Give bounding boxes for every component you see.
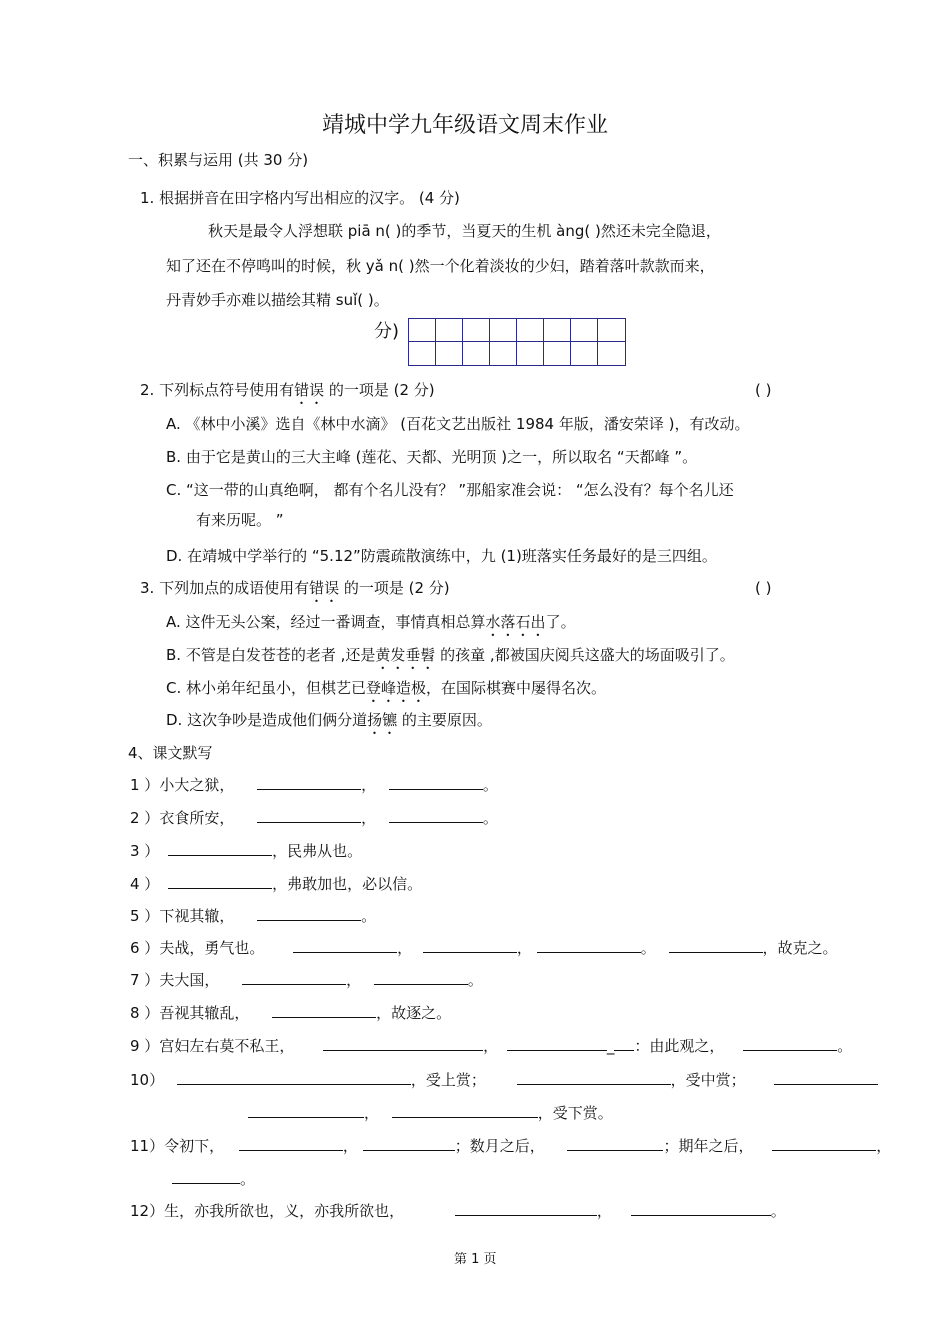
prompt-text: 夫战，勇气也。	[159, 939, 265, 957]
recitation-line	[130, 775, 498, 795]
item-number: 3 ）	[130, 842, 160, 860]
question-1-line-2: 知了还在不停鸣叫的时候，秋 yǎ n( )然一个化着淡妆的少妇，踏着落叶款款而来，	[166, 257, 715, 275]
blank[interactable]	[323, 1036, 483, 1051]
blank[interactable]	[363, 1136, 455, 1151]
blank[interactable]	[631, 1201, 771, 1216]
recitation-line	[130, 841, 362, 861]
blank[interactable]	[455, 1201, 597, 1216]
option-text: 的孩童 ,都被国庆阅兵这盛大的场面吸引了。	[435, 646, 735, 664]
punct: _	[606, 1037, 615, 1055]
blank[interactable]	[567, 1136, 663, 1151]
recitation-line	[130, 874, 422, 894]
punct: ，	[361, 809, 377, 827]
blank[interactable]	[392, 1103, 538, 1118]
page-footer: 第 1 页	[454, 1252, 497, 1267]
item-number: 2 ）	[130, 809, 160, 827]
item-number: 11）	[130, 1137, 165, 1155]
prompt-text: ，民弗从也。	[272, 842, 363, 860]
option-d: D. 在靖城中学举行的 “5.12”防震疏散演练中，九 (1)班落实任务最好的是三四组。	[166, 547, 717, 565]
blank[interactable]	[743, 1036, 837, 1051]
option-b	[166, 645, 735, 673]
punct: ，	[346, 971, 362, 989]
recitation-line	[248, 1103, 613, 1123]
option-text: ，在国际棋赛中屡得名次。	[426, 679, 607, 697]
section-heading: 一、积累与运用 (共 30 分)	[128, 151, 309, 169]
recitation-line	[130, 1070, 878, 1090]
question-1-line-3: 丹青妙手亦难以描绘其精 suǐ( )。	[166, 291, 389, 309]
blank[interactable]	[614, 1036, 634, 1051]
punct: 。	[482, 776, 498, 794]
punct: 。	[361, 907, 377, 925]
prompt-text: ，受中赏；	[670, 1071, 746, 1089]
blank[interactable]	[293, 938, 397, 953]
blank[interactable]	[389, 808, 483, 823]
question-4-heading: 4、课文默写	[128, 744, 213, 762]
recitation-line	[130, 938, 838, 958]
prompt-text: ，故逐之。	[376, 1004, 452, 1022]
blank[interactable]	[537, 938, 641, 953]
question-2-stem	[140, 380, 435, 408]
prompt-text: ：由此观之，	[634, 1037, 725, 1055]
blank[interactable]	[248, 1103, 364, 1118]
blank[interactable]	[257, 906, 361, 921]
idiom: 水落石出	[485, 613, 546, 631]
recitation-line	[130, 1136, 891, 1156]
blank[interactable]	[239, 1136, 343, 1151]
punct: 。	[837, 1037, 853, 1055]
punct: ，	[397, 939, 413, 957]
idiom: 登峰造极	[366, 679, 427, 697]
punct: ，	[483, 1037, 499, 1055]
punct: 。	[640, 939, 656, 957]
question-1-stem: 1. 根据拼音在田字格内写出相应的汉字。 (4 分)	[140, 189, 460, 207]
recitation-line	[172, 1169, 255, 1189]
blank[interactable]	[177, 1070, 411, 1085]
prompt-text: 小大之狱，	[159, 776, 235, 794]
blank[interactable]	[374, 970, 468, 985]
option-text: C. 林小弟年纪虽小，但棋艺已	[166, 679, 367, 697]
punct: ，	[361, 776, 377, 794]
blank[interactable]	[423, 938, 517, 953]
punct: 。	[482, 809, 498, 827]
option-b: B. 由于它是黄山的三大主峰 (莲花、天都、光明顶 )之一，所以取名 “天都峰 ”。	[166, 448, 698, 466]
idiom: 黄发垂髫	[375, 646, 436, 664]
grid-label: 分)	[374, 321, 400, 342]
prompt-text: 下视其辙，	[159, 907, 235, 925]
item-number: 6 ）	[130, 939, 160, 957]
blank[interactable]	[168, 841, 272, 856]
prompt-text: 吾视其辙乱，	[159, 1004, 250, 1022]
option-c-continued: 有来历呢。 ”	[196, 511, 284, 529]
option-c: C. “这一带的山真绝啊， 都有个名儿没有？ ”那船家准会说： “怎么没有？每个名儿还	[166, 481, 734, 499]
punct: ，	[876, 1137, 892, 1155]
question-1-line-1: 秋天是最令人浮想联 piā n( )的季节，当夏天的生机 àng( )然还未完全隐退，	[208, 222, 721, 240]
option-a	[166, 612, 576, 640]
emphasis-text: 错误	[294, 381, 325, 399]
blank[interactable]	[257, 775, 361, 790]
item-number: 7 ）	[130, 971, 160, 989]
page-title: 靖城中学九年级语文周末作业	[322, 113, 609, 138]
prompt-text: ；数月之后，	[454, 1137, 545, 1155]
recitation-line	[130, 1036, 852, 1056]
prompt-text: 夫大国，	[159, 971, 220, 989]
blank[interactable]	[772, 1136, 876, 1151]
question-3-stem	[140, 578, 450, 606]
prompt-text: 令初下，	[164, 1137, 225, 1155]
stem-text: 3. 下列加点的成语使用有	[140, 579, 310, 597]
punct: ，	[342, 1137, 358, 1155]
blank[interactable]	[507, 1036, 607, 1051]
item-number: 10）	[130, 1071, 165, 1089]
prompt-text: ，受上赏；	[410, 1071, 486, 1089]
blank[interactable]	[242, 970, 346, 985]
item-number: 4 ）	[130, 875, 160, 893]
punct: 。	[467, 971, 483, 989]
recitation-line	[130, 970, 483, 990]
blank[interactable]	[517, 1070, 671, 1085]
answer-paren[interactable]: ( )	[755, 579, 772, 597]
prompt-text: ，弗敢加也，必以信。	[272, 875, 423, 893]
tianzige-grid[interactable]	[408, 318, 626, 366]
blank[interactable]	[669, 938, 763, 953]
option-c	[166, 678, 606, 706]
item-number: 5 ）	[130, 907, 160, 925]
prompt-text: ；期年之后，	[663, 1137, 754, 1155]
punct: ，	[364, 1104, 380, 1122]
punct: ，	[596, 1202, 612, 1220]
stem-text: 的一项是 (2 分)	[324, 381, 435, 399]
idiom: 扬镳	[367, 711, 398, 729]
prompt-text: ，故克之。	[762, 939, 838, 957]
option-a: A. 《林中小溪》选自《林中水滴》 (百花文艺出版社 1984 年版，潘安荣译 )，有改动。	[166, 415, 750, 433]
item-number: 8 ）	[130, 1004, 160, 1022]
prompt-text: ，受下赏。	[537, 1104, 613, 1122]
prompt-text: 衣食所安，	[159, 809, 235, 827]
item-number: 1 ）	[130, 776, 160, 794]
stem-text: 2. 下列标点符号使用有	[140, 381, 295, 399]
stem-text: 的一项是 (2 分)	[339, 579, 450, 597]
option-text: 了。	[545, 613, 576, 631]
recitation-line	[130, 1201, 786, 1221]
emphasis-text: 错误	[309, 579, 340, 597]
option-d	[166, 710, 492, 738]
blank[interactable]	[389, 775, 483, 790]
blank[interactable]	[168, 874, 272, 889]
recitation-line	[130, 808, 498, 828]
blank[interactable]	[172, 1169, 240, 1184]
recitation-line	[130, 906, 376, 926]
blank[interactable]	[272, 1003, 376, 1018]
punct: ，	[516, 939, 532, 957]
punct: 。	[770, 1202, 786, 1220]
item-number: 9 ）	[130, 1037, 160, 1055]
answer-paren[interactable]: ( )	[755, 381, 772, 399]
recitation-line	[130, 1003, 451, 1023]
option-text: 的主要原因。	[397, 711, 492, 729]
item-number: 12）	[130, 1202, 165, 1220]
blank[interactable]	[774, 1070, 878, 1085]
blank[interactable]	[257, 808, 361, 823]
prompt-text: 生，亦我所欲也，义，亦我所欲也，	[164, 1202, 405, 1220]
option-text: B. 不管是白发苍苍的老者 ,还是	[166, 646, 376, 664]
option-text: D. 这次争吵是造成他们俩分道	[166, 711, 368, 729]
option-text: A. 这件无头公案，经过一番调查，事情真相总算	[166, 613, 486, 631]
prompt-text: 宫妇左右莫不私王，	[159, 1037, 295, 1055]
punct: 。	[240, 1170, 256, 1188]
